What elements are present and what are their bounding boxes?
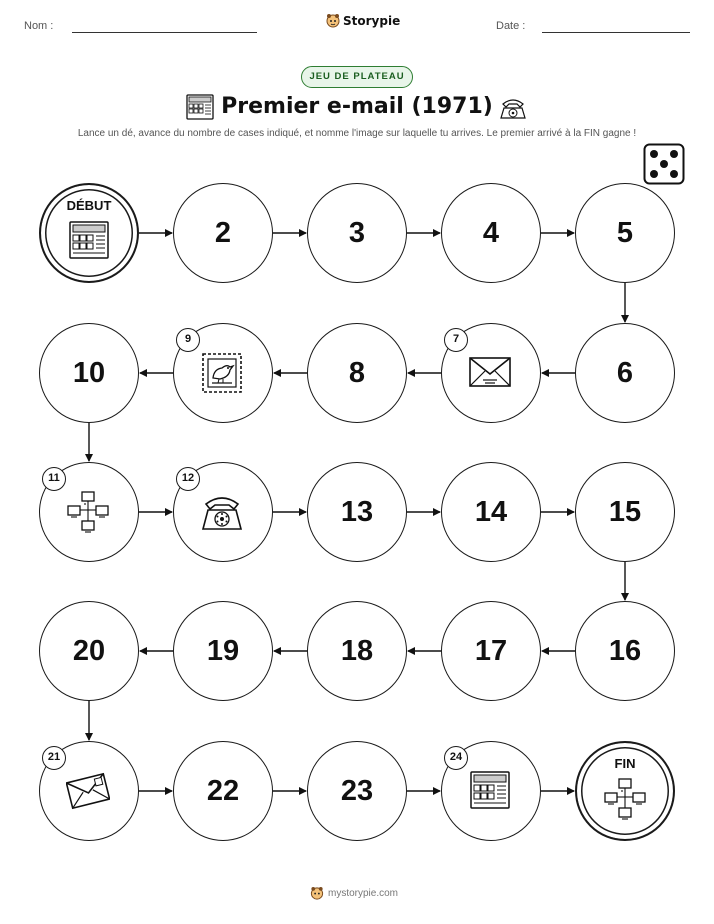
board-cell-2[interactable]: [173, 183, 273, 283]
instructions: Lance un dé, avance du nombre de cases indiqué, et nomme l'image sur laquelle tu arrives. Le premier arrivé à la FIN gagne !: [77, 128, 637, 139]
board-cell-11[interactable]: [39, 462, 139, 562]
board-cell-18[interactable]: [307, 601, 407, 701]
finish-label: FIN: [614, 756, 636, 771]
board-cell-20[interactable]: [39, 601, 139, 701]
stamp-icon: [200, 352, 244, 394]
letter-icon: [66, 770, 110, 812]
cell-number: 20: [72, 634, 106, 667]
board-cell-16[interactable]: [575, 601, 675, 701]
board-cell-15[interactable]: [575, 462, 675, 562]
cell-number: 10: [72, 356, 106, 389]
footer: [310, 886, 398, 901]
board-cell-5[interactable]: [575, 183, 675, 283]
board-cell-9[interactable]: [173, 323, 273, 423]
envelope-icon: [468, 352, 512, 394]
storypie-logo-icon: [310, 886, 324, 901]
cell-number: 13: [340, 495, 374, 528]
cell-number: 2: [214, 216, 232, 249]
board-cell-13[interactable]: [307, 462, 407, 562]
cell-number: 22: [206, 774, 240, 807]
board-cell-17[interactable]: [441, 601, 541, 701]
board-cell-22[interactable]: [173, 741, 273, 841]
board-cell-12[interactable]: [173, 462, 273, 562]
board-cell-23[interactable]: [307, 741, 407, 841]
name-label: Nom :: [24, 20, 54, 32]
board-cell-24[interactable]: [441, 741, 541, 841]
finish-cell[interactable]: [575, 741, 675, 841]
network-icon: [603, 778, 647, 820]
cell-number: 6: [616, 356, 634, 389]
page-title: Premier e-mail (1971): [221, 94, 493, 119]
board-cell-3[interactable]: [307, 183, 407, 283]
cell-number: 5: [616, 216, 634, 249]
cell-number: 8: [348, 356, 366, 389]
brand-name: Storypie: [343, 14, 401, 28]
cell-number-badge: 7: [444, 328, 468, 352]
board-cell-7[interactable]: [441, 323, 541, 423]
cell-number: 14: [474, 495, 508, 528]
cell-number: 16: [608, 634, 642, 667]
cell-number: 18: [340, 634, 374, 667]
cell-number: 3: [348, 216, 366, 249]
network-icon: [66, 491, 110, 533]
footer-url[interactable]: mystorypie.com: [328, 888, 399, 899]
board-cell-8[interactable]: [307, 323, 407, 423]
computer-icon: [468, 770, 512, 812]
game-type-badge: JEU DE PLATEAU: [301, 66, 413, 88]
board-cell-19[interactable]: [173, 601, 273, 701]
cell-number-badge: 24: [444, 746, 468, 770]
date-label: Date :: [496, 20, 526, 32]
board-cell-14[interactable]: [441, 462, 541, 562]
board-cell-6[interactable]: [575, 323, 675, 423]
cell-number-badge: 12: [176, 467, 200, 491]
cell-number: 4: [482, 216, 500, 249]
cell-number: 23: [340, 774, 374, 807]
board-cell-10[interactable]: [39, 323, 139, 423]
cell-number-badge: 9: [176, 328, 200, 352]
start-cell[interactable]: [39, 183, 139, 283]
board-cell-21[interactable]: [39, 741, 139, 841]
telephone-icon: [200, 491, 244, 533]
computer-icon: [67, 220, 111, 262]
cell-number-badge: 11: [42, 467, 66, 491]
start-label: DÉBUT: [66, 198, 112, 213]
cell-number: 17: [474, 634, 508, 667]
cell-number-badge: 21: [42, 746, 66, 770]
board-cell-4[interactable]: [441, 183, 541, 283]
cell-number: 15: [608, 495, 642, 528]
cell-number: 19: [206, 634, 240, 667]
